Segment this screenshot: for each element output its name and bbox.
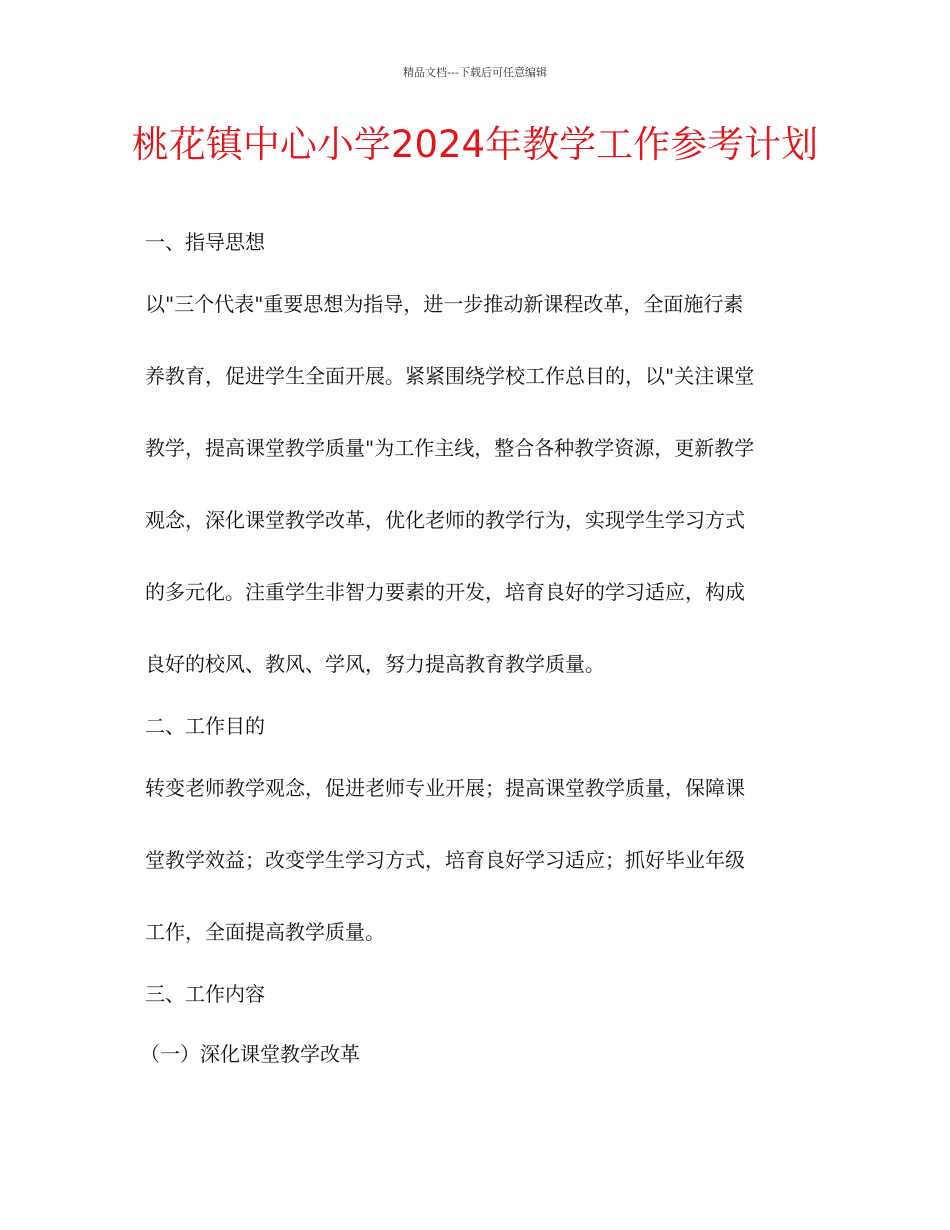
paragraph-line: 以"三个代表"重要思想为指导，进一步推动新课程改革，全面施行素 xyxy=(145,292,744,316)
paragraph-line: 的多元化。注重学生非智力要素的开发，培育良好的学习适应，构成 xyxy=(145,580,745,604)
section-heading-1: 一、指导思想 xyxy=(145,230,265,254)
subsection-heading: （一）深化课堂教学改革 xyxy=(140,1042,360,1066)
header-note: 精品文档---下载后可任意编辑 xyxy=(403,66,547,79)
document-title: 桃花镇中心小学2024年教学工作参考计划 xyxy=(131,123,819,166)
paragraph-line: 良好的校风、教风、学风，努力提高教育教学质量。 xyxy=(145,652,605,676)
paragraph-line: 养教育，促进学生全面开展。紧紧围绕学校工作总目的，以"关注课堂 xyxy=(145,364,755,388)
paragraph-line: 工作，全面提高教学质量。 xyxy=(145,920,385,944)
section-heading-2: 二、工作目的 xyxy=(145,714,265,738)
paragraph-line: 观念，深化课堂教学改革，优化老师的教学行为，实现学生学习方式 xyxy=(145,508,745,532)
paragraph-line: 堂教学效益；改变学生学习方式，培育良好学习适应；抓好毕业年级 xyxy=(145,848,745,872)
paragraph-line: 教学，提高课堂教学质量"为工作主线，整合各种教学资源，更新教学 xyxy=(145,436,755,460)
paragraph-line: 转变老师教学观念，促进老师专业开展；提高课堂教学质量，保障课 xyxy=(145,776,745,800)
section-heading-3: 三、工作内容 xyxy=(145,982,265,1006)
